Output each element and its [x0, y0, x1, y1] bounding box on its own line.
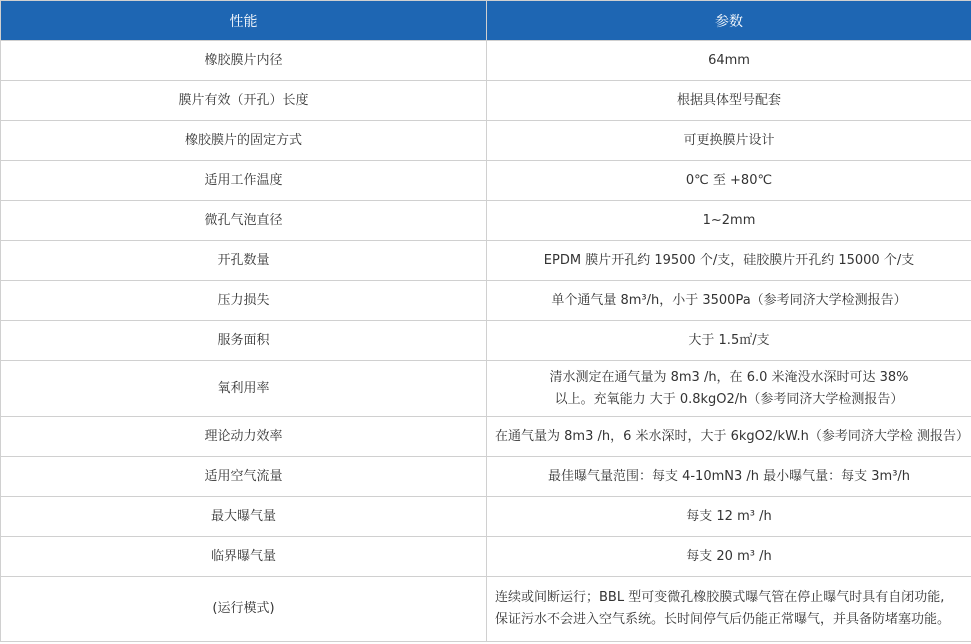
value-line: 大于 1.5㎡/支	[688, 332, 770, 348]
row-value	[487, 201, 971, 241]
value-line: 单个通气量 8m³/h，小于 3500Pa（参考同济大学检测报告）	[551, 292, 907, 308]
row-label: 适用工作温度	[1, 161, 487, 201]
header-parameter: 参数	[487, 1, 971, 41]
table-row	[1, 321, 971, 361]
value-line: 在通气量为 8m3 /h，6 米水深时，大于 6kgO2/kW.h（参考同济大学检 测报告）	[495, 428, 969, 444]
row-value	[487, 457, 971, 497]
row-value	[487, 321, 971, 361]
value-line: 根据具体型号配套	[676, 92, 781, 108]
row-value	[487, 81, 971, 121]
table-row	[1, 41, 971, 81]
row-label: 微孔气泡直径	[1, 201, 487, 241]
table-row	[1, 361, 971, 417]
row-value	[487, 537, 971, 577]
table-row	[1, 81, 971, 121]
row-label: 氧利用率	[1, 361, 487, 417]
table-row	[1, 201, 971, 241]
table-row	[1, 161, 971, 201]
value-line: 每支 12 m³ /h	[686, 508, 772, 524]
table-row	[1, 241, 971, 281]
row-value	[487, 281, 971, 321]
row-label: 橡胶膜片内径	[1, 41, 487, 81]
row-value	[487, 41, 971, 81]
row-label: 膜片有效（开孔）长度	[1, 81, 487, 121]
row-value	[487, 417, 971, 457]
row-value	[487, 577, 971, 642]
row-value	[487, 121, 971, 161]
header-performance: 性能	[1, 1, 487, 41]
value-line: 以上。充氧能力 大于 0.8kgO2/h（参考同济大学检测报告）	[554, 391, 904, 407]
value-line: EPDM 膜片开孔约 19500 个/支，硅胶膜片开孔约 15000 个/支	[543, 252, 915, 268]
row-label: 适用空气流量	[1, 457, 487, 497]
value-line: 0℃ 至 +80℃	[685, 172, 773, 188]
table-row	[1, 537, 971, 577]
row-value	[487, 161, 971, 201]
table-row	[1, 417, 971, 457]
row-label: 临界曝气量	[1, 537, 487, 577]
table-row	[1, 457, 971, 497]
row-label: (运行模式)	[1, 577, 487, 642]
row-value	[487, 241, 971, 281]
table-header-row	[1, 1, 971, 41]
value-line: 连续或间断运行；BBL 型可变微孔橡胶膜式曝气管在停止曝气时具有自闭功能,	[495, 590, 945, 605]
value-line: 1~2mm	[702, 212, 756, 228]
table-row	[1, 497, 971, 537]
value-line: 保证污水不会进入空气系统。长时间停气后仍能正常曝气，并具备防堵塞功能。	[495, 612, 951, 627]
row-value	[487, 497, 971, 537]
value-line: 可更换膜片设计	[683, 132, 775, 148]
table-row	[1, 577, 971, 642]
table-row	[1, 121, 971, 161]
value-line: 清水测定在通气量为 8m3 /h，在 6.0 米淹没水深时可达 38%	[549, 369, 909, 385]
row-label: 最大曝气量	[1, 497, 487, 537]
value-line: 64mm	[708, 52, 750, 68]
row-label: 橡胶膜片的固定方式	[1, 121, 487, 161]
row-label: 服务面积	[1, 321, 487, 361]
row-value	[487, 361, 971, 417]
value-line: 最佳曝气量范围：每支 4-10mN3 /h 最小曝气量：每支 3m³/h	[547, 468, 911, 484]
row-label: 压力损失	[1, 281, 487, 321]
row-label: 开孔数量	[1, 241, 487, 281]
value-line: 每支 20 m³ /h	[686, 548, 772, 564]
row-label: 理论动力效率	[1, 417, 487, 457]
table-row	[1, 281, 971, 321]
